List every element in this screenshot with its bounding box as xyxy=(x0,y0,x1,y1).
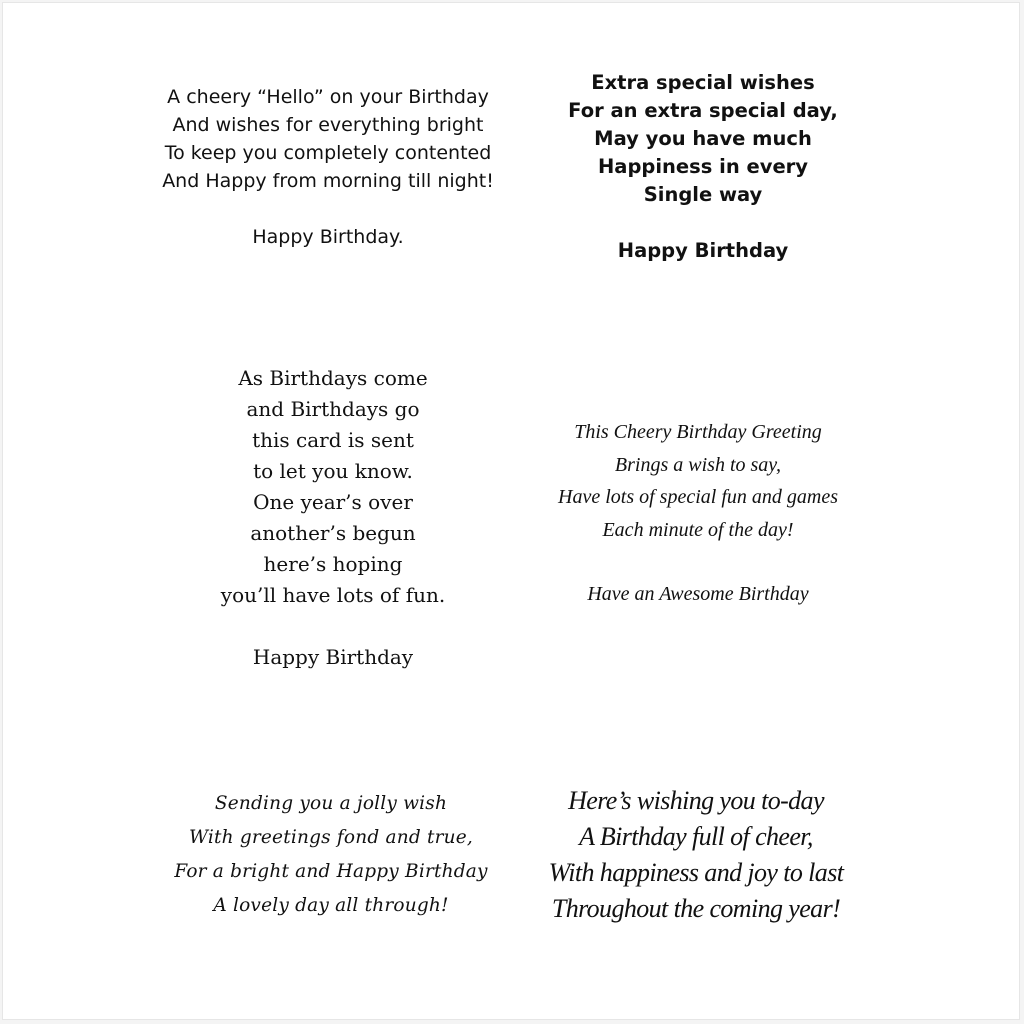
verse-line: And wishes for everything bright xyxy=(172,114,484,136)
verse-line: Have lots of special fun and games xyxy=(558,486,838,508)
verse-line: May you have much xyxy=(594,127,812,150)
verse-line: For an extra special day, xyxy=(568,99,838,122)
verse-jolly-wish xyxy=(151,787,511,923)
verse-spacer xyxy=(543,209,863,237)
verse-line: One year’s over xyxy=(253,490,413,514)
verse-full-of-cheer xyxy=(531,783,861,927)
verse-line: A Birthday full of cheer, xyxy=(579,822,813,851)
verse-closing: Happy Birthday. xyxy=(252,226,404,248)
verse-line: Throughout the coming year! xyxy=(551,894,841,923)
verse-line: Each minute of the day! xyxy=(602,518,794,541)
verse-spacer xyxy=(188,611,478,642)
verse-spacer xyxy=(143,195,513,223)
verse-line: With greetings fond and true, xyxy=(188,827,473,848)
verse-line: And Happy from morning till night! xyxy=(162,170,494,192)
verse-line: Extra special wishes xyxy=(591,71,815,94)
verse-line: To keep you completely contented xyxy=(164,142,492,164)
verse-line: to let you know. xyxy=(253,459,413,483)
verse-line: Sending you a jolly wish xyxy=(214,793,448,814)
verse-extra-special xyxy=(543,69,863,265)
verse-line: Brings a wish to say, xyxy=(614,453,782,476)
verse-line: Single way xyxy=(643,183,763,206)
verse-line: and Birthdays go xyxy=(246,397,420,421)
verse-hello-birthday xyxy=(143,83,513,251)
verse-sheet xyxy=(2,2,1020,1020)
verse-line: As Birthdays come xyxy=(238,366,428,390)
verse-line: Here’s wishing you to-day xyxy=(568,786,824,815)
verse-closing: Happy Birthday xyxy=(617,239,789,262)
verse-line: Happiness in every xyxy=(597,155,809,178)
verse-cheery-greeting xyxy=(528,416,868,611)
verse-birthdays-come-and-go xyxy=(188,363,478,673)
verse-line: With happiness and joy to last xyxy=(548,858,844,887)
verse-closing: Happy Birthday xyxy=(252,645,414,669)
verse-line: This Cheery Birthday Greeting xyxy=(574,421,822,443)
verse-line: this card is sent xyxy=(252,428,414,452)
verse-line: here’s hoping xyxy=(263,552,403,576)
verse-line: you’ll have lots of fun. xyxy=(220,583,446,607)
verse-line: another’s begun xyxy=(250,521,416,545)
verse-spacer xyxy=(528,546,868,578)
verse-line: For a bright and Happy Birthday xyxy=(174,861,488,882)
verse-line: A cheery “Hello” on your Birthday xyxy=(167,86,489,108)
verse-closing: Have an Awesome Birthday xyxy=(587,583,809,605)
verse-line: A lovely day all through! xyxy=(213,895,449,916)
